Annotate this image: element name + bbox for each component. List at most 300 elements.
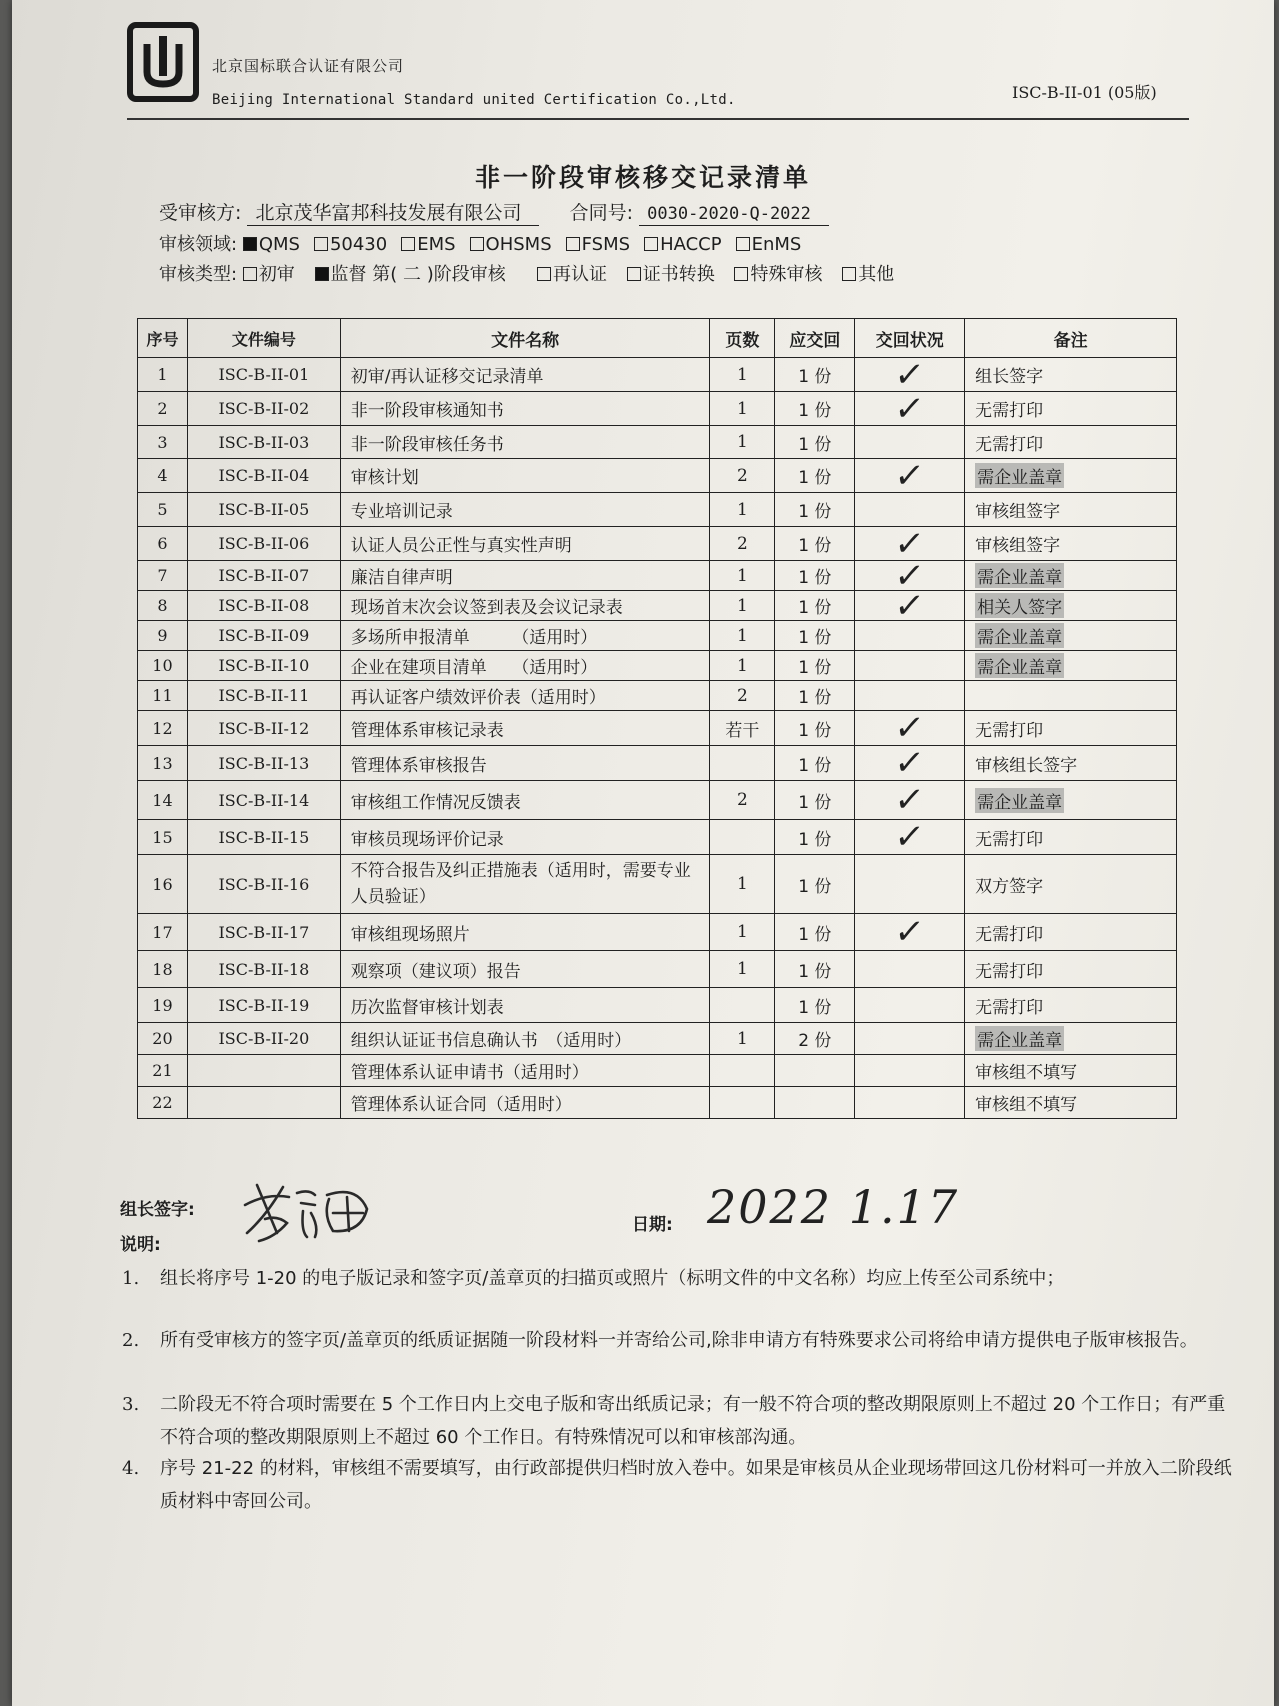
row-remark: [965, 820, 1177, 854]
note-text: 组长将序号 1-20 的电子版记录和签字页/盖章页的扫描页或照片（标明文件的中文名称）均应上传至公司系统中；: [160, 1268, 1065, 1289]
row-copies: [775, 561, 855, 590]
row-code: [188, 651, 341, 680]
row-status: [855, 354, 965, 395]
row-code: [188, 392, 341, 425]
row-remark: [965, 746, 1177, 780]
row-remark: [965, 781, 1177, 819]
domain-name: FSMS: [581, 234, 631, 255]
row-doc-name: [341, 988, 711, 1022]
table-body: [137, 354, 1177, 1119]
row-copies-text: 1 份: [798, 434, 832, 455]
row-doc-name: [341, 527, 711, 560]
domain-name: OHSMS: [485, 234, 552, 255]
row-doc-name: [341, 781, 711, 819]
row-status: [855, 681, 965, 710]
row-copies: [775, 951, 855, 987]
row-copies: [775, 392, 855, 425]
row-pages: [710, 951, 775, 987]
row-doc-name: [341, 746, 711, 780]
domain-option: [736, 234, 802, 255]
domain-option: [243, 234, 300, 255]
row-remark: [965, 681, 1177, 710]
remark-text: 无需打印: [975, 997, 1044, 1018]
row-copies-text: 1 份: [798, 755, 832, 776]
row-doc-name-text: 企业在建项目清单 （适用时）: [350, 658, 598, 678]
note-item: [122, 1452, 1240, 1518]
form-code: ISC-B-II-01 (05版): [1012, 83, 1157, 102]
row-no-text: 18: [152, 959, 173, 979]
row-pages: [710, 561, 775, 590]
row-no: [138, 392, 188, 425]
row-code: [188, 711, 341, 745]
check-mark: ✓: [892, 455, 927, 496]
row-code-text: ISC-B-II-04: [218, 466, 310, 485]
row-code: [188, 591, 341, 620]
row-code-text: ISC-B-II-09: [218, 626, 310, 645]
row-copies-text: 1 份: [798, 688, 832, 708]
row-copies-text: 1 份: [798, 568, 832, 588]
note-item: [122, 1324, 1240, 1357]
row-code: [188, 746, 341, 780]
row-code-text: ISC-B-II-01: [218, 365, 310, 384]
row-code: [188, 358, 341, 391]
leader-signature: [237, 1175, 377, 1245]
row-remark: [965, 621, 1177, 650]
row-doc-name-text: 管理体系审核记录表: [350, 720, 504, 741]
row-no-text: 1: [157, 365, 168, 384]
row-doc-name: [341, 591, 711, 620]
date-value: 2022 1.17: [707, 1180, 960, 1234]
row-pages: [710, 493, 775, 526]
remark-text: 需企业盖章: [975, 1026, 1064, 1051]
type-other: 其他: [858, 264, 895, 285]
remark-text: 无需打印: [975, 829, 1044, 850]
row-copies-text: 1 份: [798, 658, 832, 678]
remark-text: 需企业盖章: [975, 653, 1064, 678]
remark-text: 组长签字: [975, 367, 1044, 387]
domain-option: [644, 234, 722, 255]
row-status: [855, 426, 965, 458]
check-mark: ✓: [892, 354, 927, 395]
note-number: 1.: [122, 1268, 140, 1289]
row-status: [855, 743, 965, 783]
row-no-text: 7: [157, 566, 168, 585]
row-no: [138, 781, 188, 819]
row-doc-name-text: 认证人员公正性与真实性声明: [350, 536, 572, 556]
row-no-text: 4: [157, 466, 168, 485]
row-remark: [965, 988, 1177, 1022]
table-row: [137, 621, 1177, 651]
row-doc-name-text: 再认证客户绩效评价表（适用时）: [350, 688, 606, 708]
row-code: [188, 820, 341, 854]
check-mark: ✓: [892, 817, 927, 857]
table-row: [137, 988, 1177, 1023]
company-name-cn: 北京国标联合认证有限公司: [212, 57, 405, 75]
row-pages-text: 1: [736, 364, 748, 385]
row-doc-name: [341, 561, 711, 590]
row-doc-name-text: 历次监督审核计划表: [350, 997, 504, 1018]
row-pages-text: 1: [736, 959, 748, 979]
row-status: [855, 708, 965, 748]
row-code: [188, 1055, 341, 1086]
transfer-record-table: [137, 318, 1177, 1119]
row-code: [188, 1087, 341, 1118]
row-doc-name: [341, 459, 711, 492]
row-doc-name: [341, 914, 711, 950]
row-no: [138, 621, 188, 650]
domain-checkbox[interactable]: [243, 237, 257, 251]
header-code: 文件编号: [188, 319, 341, 357]
row-code-text: ISC-B-II-12: [218, 718, 310, 738]
remark-text: 审核组签字: [975, 536, 1061, 556]
header-remark: 备注: [965, 319, 1177, 357]
row-remark: [965, 591, 1177, 620]
row-doc-name: [341, 358, 711, 391]
row-copies-text: 2 份: [798, 1031, 832, 1051]
row-doc-name-text: 管理体系认证申请书（适用时）: [350, 1063, 589, 1083]
company-logo: [127, 22, 199, 102]
remark-text: 相关人签字: [975, 593, 1064, 618]
row-no: [138, 820, 188, 854]
row-code-text: ISC-B-II-03: [218, 432, 310, 452]
domain-checkbox[interactable]: [470, 237, 484, 251]
table-row: [137, 1087, 1177, 1119]
row-pages: [710, 591, 775, 620]
row-status: [855, 455, 965, 496]
row-doc-name: [341, 493, 711, 526]
row-doc-name-text: 审核计划: [350, 468, 419, 488]
row-status: [855, 1055, 965, 1086]
check-mark: ✓: [892, 388, 927, 429]
row-copies-text: 1 份: [798, 997, 832, 1018]
row-no-text: 5: [157, 500, 168, 519]
row-copies: [775, 1055, 855, 1086]
row-doc-name-text: 不符合报告及纠正措施表（适用时，需要专业人员验证）: [350, 861, 691, 907]
document-page: [12, 0, 1274, 1706]
row-copies: [775, 1087, 855, 1118]
table-row: [137, 951, 1177, 988]
row-remark: [965, 951, 1177, 987]
domain-options: [243, 234, 816, 255]
row-pages-text: 1: [736, 595, 748, 616]
check-mark: ✓: [892, 912, 927, 952]
row-doc-name-text: 专业培训记录: [350, 502, 453, 522]
row-no: [138, 651, 188, 680]
audit-type-label: 审核类型:: [159, 264, 238, 285]
row-doc-name-text: 组织认证证书信息确认书 （适用时）: [350, 1031, 632, 1051]
table-row: [137, 651, 1177, 681]
row-code: [188, 561, 341, 590]
row-doc-name-text: 观察项（建议项）报告: [350, 961, 521, 982]
row-no: [138, 1055, 188, 1086]
note-text: 序号 21-22 的材料，审核组不需要填写，由行政部提供归档时放入卷中。如果是审核员从企业现场带回这几份材料可一并放入二阶段纸质材料中寄回公司。: [160, 1458, 1232, 1512]
row-copies-text: 1 份: [798, 598, 832, 618]
remark-text: 无需打印: [975, 720, 1044, 741]
table-row: [137, 1023, 1177, 1055]
row-code-text: ISC-B-II-17: [218, 922, 310, 942]
row-doc-name: [341, 711, 711, 745]
row-no: [138, 358, 188, 391]
row-no-text: 2: [157, 399, 168, 418]
audited-party-line: [159, 198, 829, 225]
row-copies: [775, 988, 855, 1022]
table-row: [137, 1055, 1177, 1087]
row-doc-name-text: 多场所申报清单 （适用时）: [350, 628, 598, 648]
row-doc-name: [341, 651, 711, 680]
row-no: [138, 561, 188, 590]
note-text: 所有受审核方的签字页/盖章页的纸质证据随一阶段材料一并寄给公司,除非申请方有特殊要求公司将给申请方提供电子版审核报告。: [160, 1330, 1198, 1351]
row-copies: [775, 711, 855, 745]
row-code-text: ISC-B-II-06: [218, 534, 310, 553]
domain-option: [401, 234, 455, 255]
leader-sign-label: 组长签字:: [120, 1200, 195, 1220]
check-mark: ✓: [892, 780, 927, 820]
domain-name: EnMS: [751, 234, 802, 255]
row-doc-name: [341, 1087, 711, 1118]
checkbox-initial[interactable]: [243, 267, 257, 281]
row-doc-name: [341, 681, 711, 710]
note-number: 3.: [122, 1394, 140, 1415]
row-code: [188, 681, 341, 710]
domain-checkbox[interactable]: [736, 237, 750, 251]
row-status: [855, 493, 965, 526]
row-remark: [965, 561, 1177, 590]
row-no-text: 20: [152, 1029, 173, 1048]
type-recert: 再认证: [552, 264, 607, 285]
row-no: [138, 426, 188, 458]
row-no-text: 19: [152, 995, 173, 1015]
table-row: [137, 708, 1177, 748]
type-surveillance: 监督: [330, 264, 367, 285]
row-doc-name-text: 审核组现场照片: [350, 924, 470, 945]
table-row: [137, 426, 1177, 459]
domain-checkbox[interactable]: [566, 237, 580, 251]
table-row: [137, 555, 1177, 596]
row-no: [138, 1087, 188, 1118]
audit-type-line: [159, 260, 908, 286]
row-pages: [710, 711, 775, 745]
row-status: [855, 1023, 965, 1054]
row-pages: [710, 988, 775, 1022]
domain-checkbox[interactable]: [401, 237, 415, 251]
row-code: [188, 951, 341, 987]
table-row: [137, 914, 1177, 951]
row-copies-text: 1 份: [798, 628, 832, 648]
row-copies: [775, 746, 855, 780]
row-no: [138, 988, 188, 1022]
row-copies: [775, 621, 855, 650]
row-status: [855, 1087, 965, 1118]
row-pages: [710, 527, 775, 560]
row-remark: [965, 1055, 1177, 1086]
row-remark: [965, 459, 1177, 492]
row-code-text: ISC-B-II-14: [218, 790, 310, 810]
check-mark: ✓: [892, 555, 927, 596]
stage-prefix: 第(: [372, 264, 398, 285]
row-no: [138, 1023, 188, 1054]
row-doc-name-text: 初审/再认证移交记录清单: [350, 367, 544, 387]
row-pages-text: 2: [736, 790, 748, 810]
row-copies: [775, 459, 855, 492]
row-pages-text: 1: [736, 625, 748, 646]
row-remark: [965, 358, 1177, 391]
row-doc-name-text: 廉洁自律声明: [350, 568, 453, 588]
remark-text: 无需打印: [975, 434, 1044, 455]
row-pages: [710, 392, 775, 425]
domain-label: 审核领域:: [159, 234, 238, 255]
row-doc-name-text: 非一阶段审核任务书: [350, 434, 504, 455]
note-item: [122, 1388, 1240, 1454]
row-copies-text: 1 份: [798, 367, 832, 387]
row-pages-text: 2: [736, 533, 748, 554]
stage-suffix: )阶段审核: [426, 264, 506, 285]
row-code-text: ISC-B-II-15: [218, 827, 310, 847]
row-code: [188, 426, 341, 458]
row-pages: [710, 746, 775, 780]
domain-name: EMS: [417, 234, 456, 255]
checkbox-surveillance[interactable]: [315, 267, 329, 281]
row-copies: [775, 820, 855, 854]
table-row: [137, 743, 1177, 783]
domain-checkbox[interactable]: [644, 237, 658, 251]
row-remark: [965, 1087, 1177, 1118]
remark-text: 审核组不填写: [975, 1095, 1078, 1115]
domain-option: [470, 234, 552, 255]
row-copies: [775, 681, 855, 710]
row-doc-name-text: 管理体系审核报告: [350, 755, 487, 776]
row-copies-text: 1 份: [798, 401, 832, 421]
row-doc-name: [341, 392, 711, 425]
header-name: 文件名称: [341, 319, 711, 357]
row-copies-text: 1 份: [798, 924, 832, 945]
row-code-text: ISC-B-II-16: [218, 874, 310, 894]
row-no-text: 10: [152, 656, 173, 675]
row-doc-name-text: 管理体系认证合同（适用时）: [350, 1095, 572, 1115]
contract-value: 0030-2020-Q-2022: [639, 204, 829, 226]
row-copies: [775, 651, 855, 680]
row-doc-name-text: 非一阶段审核通知书: [350, 401, 504, 421]
row-remark: [965, 1023, 1177, 1054]
remark-text: 需企业盖章: [975, 563, 1064, 588]
row-code: [188, 1023, 341, 1054]
table-row: [137, 493, 1177, 527]
row-remark: [965, 493, 1177, 526]
remark-text: 审核组长签字: [975, 755, 1078, 776]
date-label: 日期:: [632, 1215, 673, 1235]
row-copies-text: 1 份: [798, 961, 832, 982]
row-status: [855, 855, 965, 913]
row-doc-name-text: 审核组工作情况反馈表: [350, 792, 521, 813]
checkbox-recert[interactable]: [537, 267, 551, 281]
table-row: [137, 455, 1177, 496]
row-no-text: 11: [152, 686, 173, 705]
table-header-row: [137, 318, 1177, 358]
row-code-text: ISC-B-II-18: [218, 959, 310, 979]
table-row: [137, 817, 1177, 857]
check-mark: ✓: [892, 743, 927, 783]
remark-text: 无需打印: [975, 401, 1044, 421]
row-pages: [710, 621, 775, 650]
row-code: [188, 527, 341, 560]
check-mark: ✓: [892, 523, 927, 564]
domain-checkbox[interactable]: [314, 237, 328, 251]
type-transfer: 证书转换: [642, 264, 715, 285]
row-no: [138, 459, 188, 492]
row-doc-name: [341, 621, 711, 650]
row-status: [855, 951, 965, 987]
row-status: [855, 388, 965, 429]
header-pages: 页数: [710, 319, 775, 357]
row-code-text: ISC-B-II-11: [218, 686, 310, 705]
remark-text: 审核组签字: [975, 502, 1061, 522]
row-no: [138, 951, 188, 987]
header-copies: 应交回: [775, 319, 855, 357]
remark-text: 需企业盖章: [975, 623, 1064, 648]
row-copies: [775, 781, 855, 819]
stage-number: 二: [403, 264, 422, 285]
row-copies-text: 1 份: [798, 468, 832, 488]
row-remark: [965, 651, 1177, 680]
domain-name: QMS: [258, 234, 300, 255]
checkbox-special[interactable]: [734, 267, 748, 281]
row-doc-name: [341, 820, 711, 854]
row-pages-text: 2: [736, 465, 748, 486]
table-row: [137, 523, 1177, 564]
note-number: 2.: [122, 1330, 140, 1351]
row-pages-text: 2: [736, 685, 748, 706]
type-initial: 初审: [258, 264, 295, 285]
row-code-text: ISC-B-II-13: [218, 753, 310, 773]
row-status: [855, 988, 965, 1022]
row-no-text: 8: [157, 596, 168, 615]
row-pages-text: 1: [736, 398, 748, 419]
row-doc-name: [341, 951, 711, 987]
row-code: [188, 493, 341, 526]
check-mark: ✓: [892, 708, 927, 748]
domain-name: HACCP: [660, 234, 722, 255]
table-row: [137, 354, 1177, 395]
row-copies-text: 1 份: [798, 502, 832, 522]
row-pages: [710, 459, 775, 492]
row-no: [138, 711, 188, 745]
checkbox-transfer[interactable]: [627, 267, 641, 281]
row-remark: [965, 392, 1177, 425]
row-no: [138, 914, 188, 950]
row-pages: [710, 1087, 775, 1118]
row-remark: [965, 527, 1177, 560]
remark-text: 无需打印: [975, 924, 1044, 945]
row-no-text: 12: [152, 718, 173, 738]
row-copies: [775, 591, 855, 620]
row-no: [138, 527, 188, 560]
row-code: [188, 988, 341, 1022]
row-pages: [710, 914, 775, 950]
row-no-text: 9: [157, 626, 168, 645]
row-doc-name: [341, 426, 711, 458]
row-no: [138, 493, 188, 526]
checkbox-other[interactable]: [842, 267, 856, 281]
row-no: [138, 591, 188, 620]
company-name-en: Beijing International Standard united Certification Co.,Ltd.: [212, 92, 736, 108]
row-pages-text: 1: [736, 874, 748, 894]
row-code: [188, 781, 341, 819]
row-pages-text: 1: [736, 1028, 748, 1049]
row-copies: [775, 914, 855, 950]
row-no-text: 17: [152, 922, 173, 942]
audited-label: 受审核方:: [159, 202, 242, 224]
row-remark: [965, 426, 1177, 458]
row-status: [855, 781, 965, 819]
